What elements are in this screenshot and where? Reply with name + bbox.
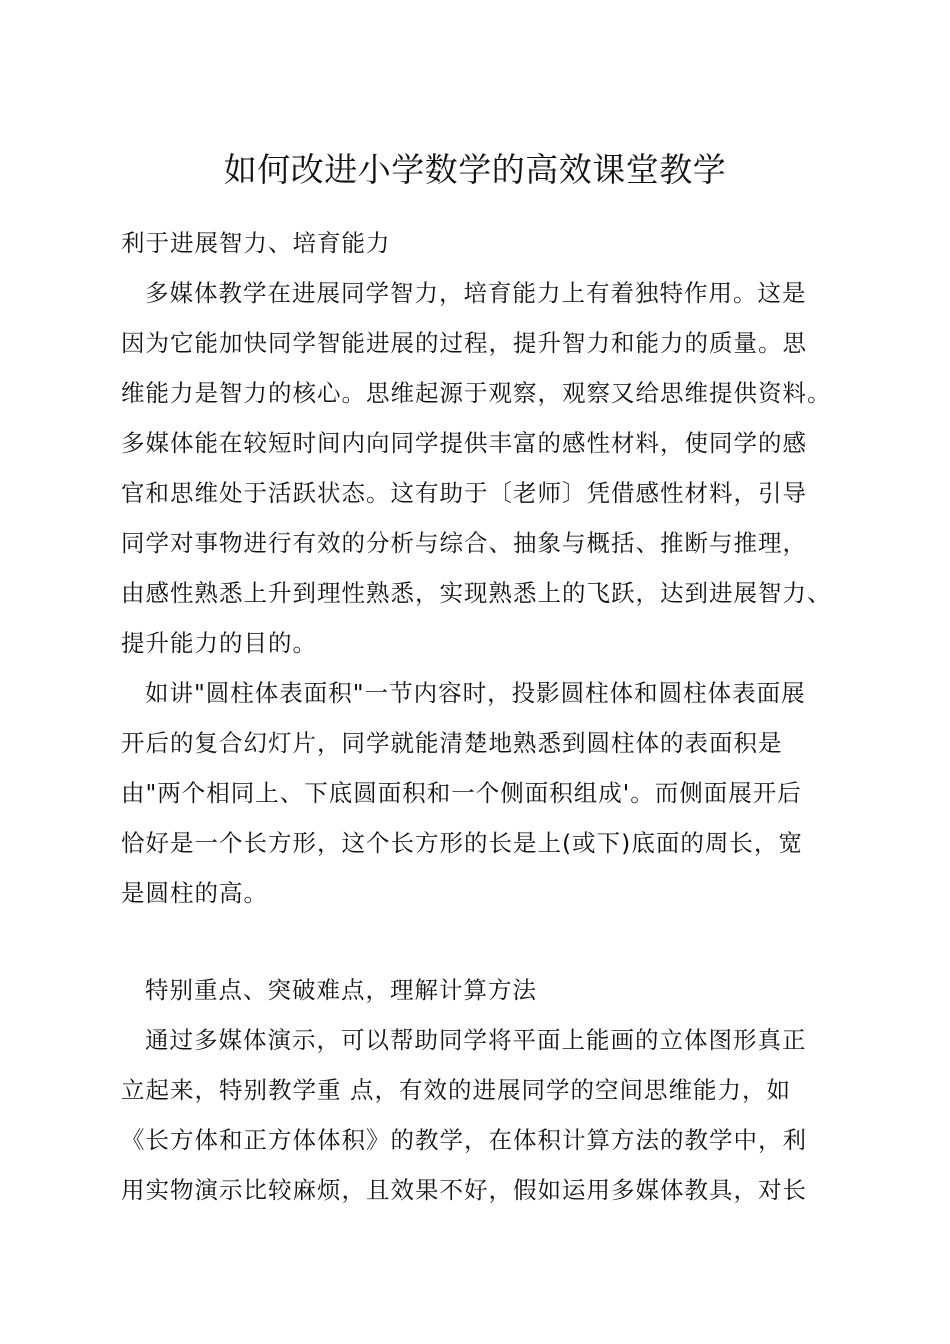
paragraph-line: 恰好是一个长方形，这个长方形的长是上(或下)底面的周长，宽	[121, 829, 803, 857]
section-heading: 特别重点、突破难点，理解计算方法	[145, 976, 537, 1004]
document-title: 如何改进小学数学的高效课堂教学	[223, 150, 727, 189]
paragraph-line: 开后的复合幻灯片，同学就能清楚地熟悉到圆柱体的表面积是	[121, 729, 783, 757]
paragraph-line: 由"两个相同上、下底圆面积和一个侧面积组成'。而侧面展开后	[121, 779, 802, 807]
paragraph-line: 由感性熟悉上升到理性熟悉，实现熟悉上的飞跃，达到进展智力、	[121, 579, 832, 607]
paragraph-line: 多媒体能在较短时间内向同学提供丰富的感性材料，使同学的感	[121, 429, 807, 457]
paragraph-line: 立起来，特别教学重 点，有效的进展同学的空间思维能力，如	[121, 1076, 791, 1104]
section-1	[121, 218, 841, 918]
paragraph-line: 因为它能加快同学智能进展的过程，提升智力和能力的质量。思	[121, 329, 807, 357]
section-heading: 利于进展智力、培育能力	[121, 229, 391, 257]
paragraph-line: 同学对事物进行有效的分析与综合、抽象与概括、推断与推理，	[121, 529, 807, 557]
paragraph-line: 官和思维处于活跃状态。这有助于〔老师〕凭借感性材料，引导	[121, 479, 807, 507]
paragraph-line: 提升能力的目的。	[121, 629, 317, 657]
paragraph-line: 是圆柱的高。	[121, 879, 268, 907]
section-2	[121, 965, 841, 1215]
paragraph-line: 如讲"圆柱体表面积"一节内容时，投影圆柱体和圆柱体表面展	[145, 679, 806, 707]
paragraph-line: 用实物演示比较麻烦，且效果不好，假如运用多媒体教具，对长	[121, 1176, 807, 1204]
paragraph-line: 维能力是智力的核心。思维起源于观察，观察又给思维提供资料。	[121, 379, 832, 407]
paragraph-line: 通过多媒体演示，可以帮助同学将平面上能画的立体图形真正	[145, 1026, 807, 1054]
paragraph-line: 多媒体教学在进展同学智力，培育能力上有着独特作用。这是	[145, 279, 807, 307]
paragraph-line: 《长方体和正方体体积》的教学，在体积计算方法的教学中，利	[121, 1126, 807, 1154]
